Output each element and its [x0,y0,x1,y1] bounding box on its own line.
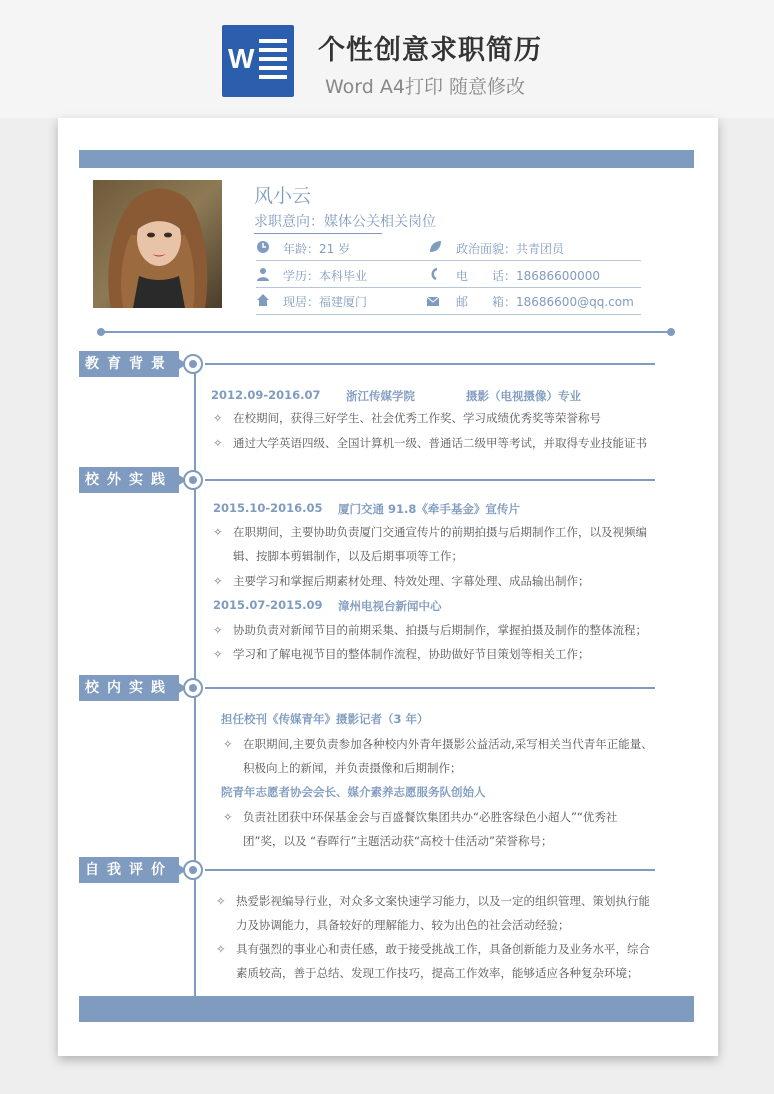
student-icon [256,267,270,281]
clock-icon [256,240,270,254]
top-bar [79,150,694,168]
email-field: 邮 箱：18686600@qq.com [456,295,634,309]
section-label-self: 自我评价 [79,857,179,883]
section-node [183,860,203,880]
edu-major: 摄影（电视摄像）专业 [466,389,581,403]
word-icon-letter: W [228,43,255,74]
edu-period: 2012.09-2016.07 [211,388,321,402]
list-item: ✧ 在职期间，主要协助负责厦门交通宣传片的前期拍摄与后期制作工作，以及视频编辑、按脚本剪辑制作，以及后期事项等工作； [213,525,647,563]
list-item: ✧ 协助负责对新闻节目的前期采集、拍摄与后期制作，掌握拍摄及制作的整体流程； [213,623,647,637]
phone-field: 电 话：18686600000 [456,269,600,283]
phone-icon [428,267,442,281]
job1-org: 厦门交通 91.8《牵手基金》宣传片 [338,502,520,516]
age-field: 年龄：21 岁 [283,242,351,256]
list-item: ✧ 通过大学英语四级、全国计算机一级、普通话二级甲等考试，并取得专业技能证书 [213,436,647,450]
politics-field: 政治面貌：共青团员 [456,242,565,256]
education-field: 学历：本科毕业 [283,269,368,283]
role1-title: 担任校刊《传媒青年》摄影记者（3 年） [221,712,429,726]
section-node [183,354,203,374]
info-divider [256,260,641,261]
candidate-name: 风小云 [254,185,312,207]
section-line [205,363,655,365]
section-line [205,479,655,481]
section-line [205,687,655,689]
intent-underline [254,233,382,234]
job-intent: 求职意向：媒体公关相关岗位 [254,214,436,230]
role2-title: 院青年志愿者协会会长、媒介素养志愿服务队创始人 [221,785,486,799]
divider-dot [667,328,675,336]
profile-photo [93,180,222,308]
resume-page [58,118,718,1056]
list-item: ✧ 学习和了解电视节目的整体制作流程，协助做好节目策划等相关工作； [213,647,590,661]
list-item: ✧ 在校期间，获得三好学生、社会优秀工作奖、学习成绩优秀奖等荣誉称号 [213,411,601,425]
bottom-bar [79,996,694,1022]
home-icon [256,293,270,307]
banner [0,0,774,118]
info-divider [256,287,641,288]
location-field: 现居：福建厦门 [283,295,368,309]
banner-subtitle: Word A4打印 随意修改 [325,76,526,98]
list-item: ✧ 负责社团获中环保基金会与百盛餐饮集团共办“必胜客绿色小超人”“优秀社团”奖，以及 “春晖行”主题活动获“高校十佳活动”荣誉称号； [223,810,618,848]
job1-period: 2015.10-2016.05 [213,501,323,515]
section-node [183,678,203,698]
section-label-inside: 校内实践 [79,675,179,701]
info-divider [256,314,641,315]
section-line [205,869,655,871]
banner-title: 个性创意求职简历 [318,35,542,66]
job2-period: 2015.07-2015.09 [213,598,323,612]
list-item: ✧ 具有强烈的事业心和责任感，敢于接受挑战工作，具备创新能力及业务水平，综合素质较高，善于总结、发现工作技巧，提高工作效率，能够适应各种复杂环境； [216,942,650,980]
list-item: ✧ 热爱影视编导行业，对众多文案快速学习能力，以及一定的组织管理、策划执行能力及协调能力，具备较好的理解能力、较为出色的社会活动经验； [216,894,650,932]
header-divider [101,331,671,333]
word-icon [222,25,294,97]
section-node [183,470,203,490]
list-item: ✧ 主要学习和掌握后期素材处理、特效处理、字幕处理、成品输出制作； [213,574,590,588]
section-label-outside: 校外实践 [79,467,179,493]
section-label-education: 教育背景 [79,351,179,377]
job2-org: 漳州电视台新闻中心 [338,599,442,613]
edu-school: 浙江传媒学院 [346,389,415,403]
leaf-icon [428,240,442,254]
list-item: ✧ 在职期间,主要负责参加各种校内外青年摄影公益活动,采写相关当代青年正能量、积极向上的新闻，并负责摄像和后期制作； [223,737,653,775]
mail-icon [426,294,440,308]
